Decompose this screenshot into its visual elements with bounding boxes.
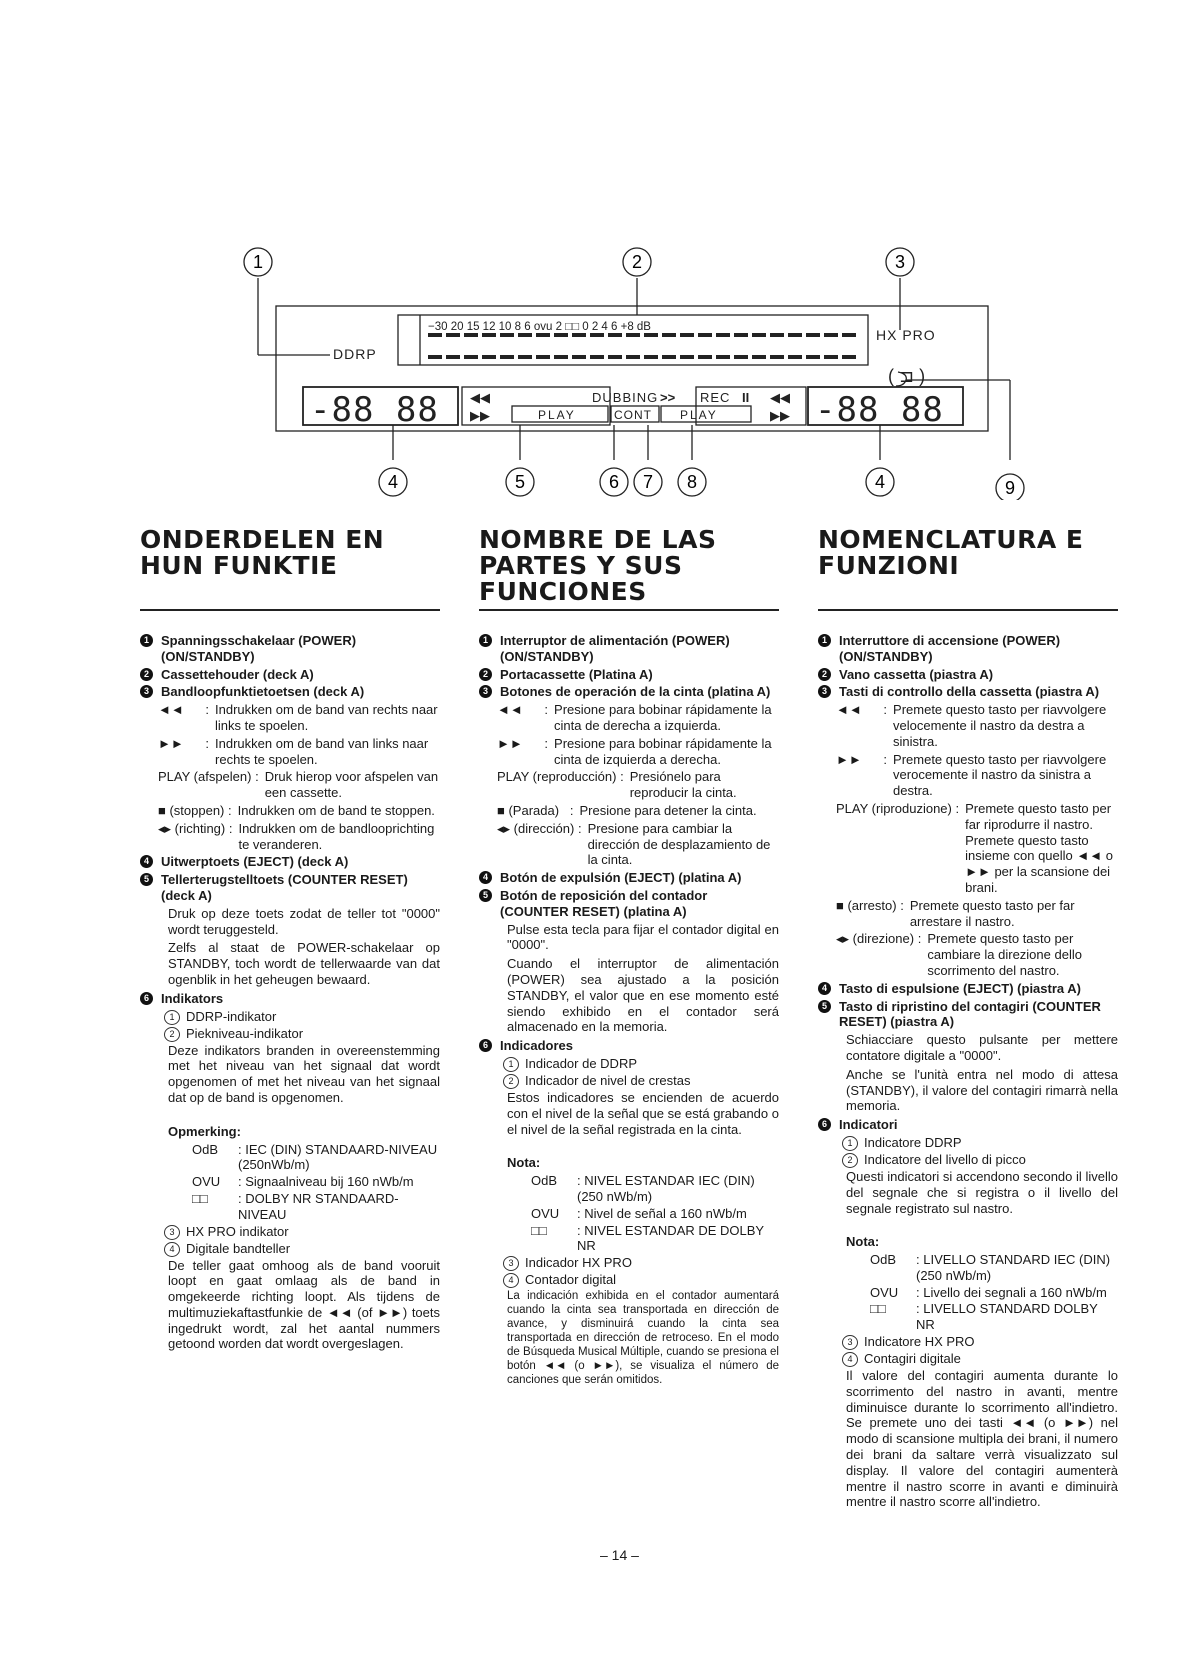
note-key: OVU	[870, 1284, 899, 1300]
note-value: : Nivel de señal a 160 nWb/m	[577, 1205, 747, 1221]
item-number-badge: 5	[818, 1000, 831, 1013]
callout-number: 8	[686, 472, 698, 492]
counter-left: -88 88	[310, 390, 439, 430]
item-number-badge: 4	[479, 871, 492, 884]
control-key: ►► :	[497, 735, 549, 751]
control-row	[836, 898, 1118, 930]
indicator-item	[842, 1351, 1118, 1367]
indicator-item	[842, 1334, 1118, 1350]
indicator-text: Piekniveau-indikator	[186, 1025, 304, 1041]
item-title: Vano cassetta (piastra A)	[839, 666, 994, 682]
item-number-badge: 6	[479, 1039, 492, 1052]
indicator-text: Indicatore HX PRO	[864, 1334, 975, 1350]
note-row	[192, 1174, 440, 1190]
note-row	[531, 1173, 779, 1205]
control-row	[497, 736, 779, 768]
note-value: : Signaalniveau bij 160 nWb/m	[238, 1174, 414, 1190]
indicator-item	[842, 1135, 1118, 1151]
callout-number: 7	[642, 472, 654, 492]
part-item	[479, 684, 779, 700]
paragraph: Druk op deze toets zodat de teller tot "0000" wordt teruggesteld.	[168, 905, 440, 937]
rec-label: REC	[700, 390, 731, 405]
item-title: Botón de expulsión (EJECT) (platina A)	[500, 870, 742, 886]
callout-number: 4	[874, 472, 886, 492]
indicator-item	[842, 1152, 1118, 1168]
item-title: Interruptor de alimentación (POWER) (ON/STANDBY)	[500, 633, 730, 664]
play-b-label: PLAY	[680, 408, 718, 422]
indicator-number: 4	[164, 1242, 180, 1257]
paragraph: La indicación exhibida en el contador aumentará cuando la cinta sea transportada en dirección de avance, y disminuirá cuando la cinta sea transportada en dirección de retroceso. En el modo de Búsqueda Musical Múltiple, cuando se presiona el botón ◄◄ (o ►►), se visualiza el número de canciones que serán omitidos.	[507, 1290, 779, 1387]
note-title: Opmerking:	[168, 1123, 241, 1139]
note-row	[192, 1142, 440, 1174]
item-title: Interruttore di accensione (POWER) (ON/STANDBY)	[839, 633, 1061, 664]
section-title: NOMBRE DE LAS PARTES Y SUS FUNCIONES	[479, 525, 717, 606]
indicator-text: Digitale bandteller	[186, 1240, 291, 1256]
note-value: : NIVEL ESTANDAR IEC (DIN) (250 nWb/m)	[577, 1173, 755, 1204]
control-row	[497, 702, 779, 734]
indicator-number: 4	[842, 1352, 858, 1367]
note-row	[870, 1285, 1118, 1301]
control-desc: Indrukken om de band te stoppen.	[237, 802, 435, 818]
indicator-item	[164, 1026, 440, 1042]
indicator-text: Indicador de DDRP	[525, 1055, 637, 1071]
part-item	[818, 667, 1118, 683]
item-number-badge: 2	[479, 668, 492, 681]
indicator-text: Indicador de nivel de crestas	[525, 1072, 691, 1088]
item-title: Tasti di controllo della cassetta (piastra A)	[839, 684, 1100, 700]
control-row	[158, 821, 440, 853]
control-row	[497, 769, 779, 801]
note-key: OVU	[192, 1174, 221, 1190]
rew-b-icon: ◀◀	[770, 390, 790, 405]
control-desc: Premete questo tasto per riavvolgere verocemente il nastro da sinistra a destra.	[893, 751, 1107, 799]
paragraph: Pulse esta tecla para fijar el contador digital en "0000".	[507, 921, 779, 953]
control-row	[497, 821, 779, 868]
control-key: ■ (Parada) :	[497, 802, 574, 818]
indicator-number: 2	[164, 1027, 180, 1042]
control-row	[836, 801, 1118, 896]
item-number-badge: 3	[140, 685, 153, 698]
control-row	[836, 702, 1118, 749]
ff-a-icon: ▶▶	[470, 408, 490, 423]
callout-number: 2	[631, 252, 643, 272]
section-title: NOMENCLATURA E FUNZIONI	[818, 525, 1084, 580]
item-title: Bandloopfunktietoetsen (deck A)	[161, 684, 365, 700]
part-item	[140, 633, 440, 665]
item-title: Indikators	[161, 990, 224, 1006]
item-title: Tasto di espulsione (EJECT) (piastra A)	[839, 980, 1081, 996]
part-item	[479, 870, 779, 886]
indicator-text: DDRP-indikator	[186, 1008, 277, 1024]
item-number-badge: 1	[479, 634, 492, 647]
note-value: : DOLBY NR STANDAARD-NIVEAU	[238, 1190, 399, 1222]
control-row	[158, 803, 440, 819]
indicator-text: Indicatore del livello di picco	[864, 1151, 1026, 1167]
paragraph: Zelfs al staat de POWER-schakelaar op STANDBY, toch wordt de tellerwaarde van dat ogenblik in het geheugen bewaard.	[168, 940, 440, 987]
control-key: ◄◄ :	[836, 702, 888, 718]
part-item	[140, 991, 440, 1007]
part-item	[818, 999, 1118, 1031]
part-item	[140, 872, 440, 904]
title-rule	[818, 609, 1118, 611]
indicator-item	[164, 1009, 440, 1025]
section-title: ONDERDELEN EN HUN FUNKTIE	[140, 525, 385, 580]
control-key: ◂▸ (dirección) :	[497, 820, 582, 836]
title-rule	[479, 609, 779, 611]
part-item	[140, 854, 440, 870]
item-title: Indicadores	[500, 1038, 573, 1054]
indicator-item	[503, 1272, 779, 1288]
part-item	[818, 633, 1118, 665]
part-item	[818, 1117, 1118, 1133]
control-desc: Premete questo tasto per far arrestare il nastro.	[909, 897, 1075, 929]
note-row	[870, 1301, 1118, 1333]
indicator-item	[503, 1073, 779, 1089]
dubbing-arrows: >>	[660, 390, 676, 405]
dubbing-label: DUBBING	[592, 390, 659, 405]
indicator-text: Contagiri digitale	[864, 1351, 961, 1367]
control-row	[158, 736, 440, 768]
control-key: PLAY (reproducción) :	[497, 769, 624, 785]
callout-number: 1	[252, 252, 264, 272]
item-title: Uitwerptoets (EJECT) (deck A)	[161, 854, 349, 870]
item-number-badge: 2	[818, 668, 831, 681]
control-row	[158, 702, 440, 734]
note-row	[531, 1223, 779, 1255]
indicator-text: Indicador HX PRO	[525, 1255, 632, 1271]
paragraph: Estos indicadores se encienden de acuerdo con el nivel de la señal que se está grabando o el nivel de la señal registrada en la cinta.	[507, 1089, 779, 1137]
item-number-badge: 4	[818, 982, 831, 995]
page-number: – 14 –	[600, 1547, 639, 1563]
control-desc: Presiónelo para reproducir la cinta.	[629, 769, 737, 801]
control-key: ◄◄ :	[158, 702, 210, 718]
callout-number: 3	[894, 252, 906, 272]
control-key: ◄◄ :	[497, 702, 549, 718]
control-desc: Presione para bobinar rápidamente la cinta de derecha a izquierda.	[554, 702, 772, 733]
title-rule	[140, 609, 440, 611]
dolby-icon: ( ⊐ )	[888, 366, 926, 386]
callout-number: 5	[514, 472, 526, 492]
paragraph: Il valore del contagiri aumenta durante lo scorrimento del nastro in avanti, mentre diminuisce durante lo scorrimento all'indietro. Se premete uno dei tasti ◄◄ (o ►►) nel modo di scansione multipla dei brani, il numero dei brani da saltare verrà visualizzato sul display. Il valore del contagiri aumenterà mentre il nastro scorre in avanti e diminuirà mentre il nastro scorre all'indietro.	[846, 1368, 1118, 1510]
indicator-number: 3	[164, 1225, 180, 1240]
control-desc: Druk hierop voor afspelen van een cassette.	[264, 769, 439, 801]
callout-number: 6	[608, 472, 620, 492]
item-number-badge: 3	[479, 685, 492, 698]
paragraph: Anche se l'unità entra nel modo di attesa (STANDBY), il valore del contagiri rimarrà nella memoria.	[846, 1066, 1118, 1114]
indicator-number: 1	[503, 1057, 519, 1072]
control-desc: Presione para cambiar la dirección de desplazamiento de la cinta.	[587, 820, 771, 868]
item-number-badge: 1	[140, 634, 153, 647]
item-title: Botones de operación de la cinta (platina A)	[500, 684, 771, 700]
paragraph: Deze indikators branden in overeenstemming met het niveau van het signaal dat wordt opgenomen of met het niveau van het signaal dat op de band is opgenomen.	[168, 1042, 440, 1105]
note-title: Nota:	[846, 1234, 880, 1250]
control-key: ◂▸ (direzione) :	[836, 931, 922, 947]
paragraph: Questi indicatori si accendono secondo il livello del segnale che si registra o il livello del segnale registrato sul nastro.	[846, 1168, 1118, 1216]
item-title: Tasto di ripristino del contagiri (COUNTER RESET) (piastra A)	[839, 998, 1101, 1030]
ddrp-label: DDRP	[333, 346, 377, 362]
part-item	[479, 1038, 779, 1054]
item-number-badge: 4	[140, 855, 153, 868]
part-item	[479, 667, 779, 683]
indicator-text: HX PRO indikator	[186, 1223, 289, 1239]
note-key: □□	[531, 1222, 547, 1238]
play-a-label: PLAY	[538, 408, 576, 422]
part-item	[818, 684, 1118, 700]
item-number-badge: 6	[818, 1118, 831, 1131]
indicator-item	[164, 1224, 440, 1240]
item-title: Botón de reposición del contador (COUNTER RESET) (platina A)	[500, 887, 708, 919]
note-value: : IEC (DIN) STANDAARD-NIVEAU (250nWb/m)	[238, 1141, 438, 1173]
callout-number: 4	[387, 472, 399, 492]
note-key: OVU	[531, 1205, 560, 1221]
callout-number: 9	[1004, 478, 1016, 498]
control-row	[836, 752, 1118, 799]
control-desc: Presione para detener la cinta.	[579, 802, 757, 818]
paragraph: De teller gaat omhoog als de band vooruit loopt en gaat omlaag als de band in omgekeerde richting loopt. Als tijdens de multimuziekaftastfunkie de ◄◄ (of ►►) toets ingedrukt wordt, zal het aantal nummers getoond worden dat wordt overgeslagen.	[168, 1257, 440, 1352]
hx-pro-label: HX PRO	[876, 327, 936, 343]
note-value: : LIVELLO STANDARD DOLBY NR	[916, 1301, 1098, 1333]
cont-label: CONT	[614, 408, 652, 422]
control-key: PLAY (afspelen) :	[158, 769, 259, 785]
note-row	[870, 1252, 1118, 1284]
control-row	[497, 803, 779, 819]
control-desc: Presione para bobinar rápidamente la cinta de izquierda a derecha.	[554, 735, 772, 767]
rew-a-icon: ◀◀	[470, 390, 490, 405]
part-item	[140, 667, 440, 683]
indicator-number: 4	[503, 1273, 519, 1288]
counter-right: -88 88	[815, 390, 944, 430]
control-key: ►► :	[836, 751, 888, 767]
control-key: PLAY (riproduzione) :	[836, 800, 960, 816]
part-item	[140, 684, 440, 700]
indicator-item	[503, 1255, 779, 1271]
control-desc: Indrukken om de bandlooprichting te veranderen.	[238, 820, 435, 852]
part-item	[479, 888, 779, 920]
note-row	[192, 1191, 440, 1223]
note-key: OdB	[870, 1252, 897, 1268]
part-item	[479, 633, 779, 665]
control-key: ◂▸ (richting) :	[158, 820, 233, 836]
column-italian	[818, 527, 1118, 1513]
paragraph: Cuando el interruptor de alimentación (POWER) sea ajustado a la posición STANDBY, el valor que en ese momento esté siendo exhibido en el contador será almacenado en la memoria.	[507, 956, 779, 1035]
control-desc: Indrukken om de band van rechts naar links te spoelen.	[215, 702, 438, 733]
indicator-number: 2	[842, 1153, 858, 1168]
control-desc: Premete questo tasto per cambiare la direzione dello scorrimento del nastro.	[927, 931, 1082, 978]
control-key: ■ (arresto) :	[836, 897, 904, 913]
item-number-badge: 5	[479, 889, 492, 902]
ff-b-icon: ▶▶	[770, 408, 790, 423]
item-number-badge: 2	[140, 668, 153, 681]
indicator-number: 1	[842, 1136, 858, 1151]
column-spanish	[479, 527, 779, 1390]
pause-icon: II	[742, 390, 750, 405]
indicator-text: Indicatore DDRP	[864, 1134, 962, 1150]
indicator-number: 2	[503, 1074, 519, 1089]
item-number-badge: 5	[140, 873, 153, 886]
indicator-number: 3	[842, 1335, 858, 1350]
control-desc: Premete questo tasto per riavvolgere velocemente il nastro da destra a sinistra.	[893, 702, 1107, 749]
note-value: : NIVEL ESTANDAR DE DOLBY NR	[577, 1222, 764, 1254]
paragraph: Schiacciare questo pulsante per mettere contatore digitale a "0000".	[846, 1032, 1118, 1063]
note-value: : Livello dei segnali a 160 nWb/m	[916, 1284, 1107, 1300]
indicator-text: Contador digital	[525, 1272, 617, 1288]
item-title: Cassettehouder (deck A)	[161, 666, 314, 682]
item-number-badge: 3	[818, 685, 831, 698]
column-dutch	[140, 527, 440, 1355]
control-row	[158, 769, 440, 801]
indicator-item	[503, 1056, 779, 1072]
item-title: Portacassette (Platina A)	[500, 666, 653, 682]
indicator-number: 1	[164, 1010, 180, 1025]
level-scale: −30 20 15 12 10 8 6 ovu 2 □□ 0 2 4 6 +8 dB	[428, 321, 651, 333]
note-key: OdB	[192, 1141, 219, 1157]
control-desc: Indrukken om de band van links naar rechts te spoelen.	[215, 735, 429, 767]
item-title: Indicatori	[839, 1117, 898, 1133]
item-number-badge: 6	[140, 992, 153, 1005]
note-key: OdB	[531, 1173, 558, 1189]
control-key: ►► :	[158, 735, 210, 751]
item-title: Spanningsschakelaar (POWER) (ON/STANDBY)	[161, 633, 357, 664]
item-title: Tellerterugstelltoets (COUNTER RESET) (deck A)	[161, 872, 408, 903]
control-key: ■ (stoppen) :	[158, 802, 232, 818]
control-desc: Premete questo tasto per far riprodurre il nastro. Premete questo tasto insieme con quello ◄◄ o ►► per la scansione dei brani.	[965, 800, 1113, 895]
note-row	[531, 1206, 779, 1222]
display-panel-diagram	[0, 0, 1179, 500]
note-value: : LIVELLO STANDARD IEC (DIN) (250 nWb/m)	[916, 1252, 1111, 1283]
indicator-item	[164, 1241, 440, 1257]
note-key: □□	[192, 1190, 208, 1206]
note-title: Nota:	[507, 1155, 541, 1171]
part-item	[818, 981, 1118, 997]
indicator-number: 3	[503, 1256, 519, 1271]
note-key: □□	[870, 1301, 886, 1317]
control-row	[836, 931, 1118, 978]
item-number-badge: 1	[818, 634, 831, 647]
